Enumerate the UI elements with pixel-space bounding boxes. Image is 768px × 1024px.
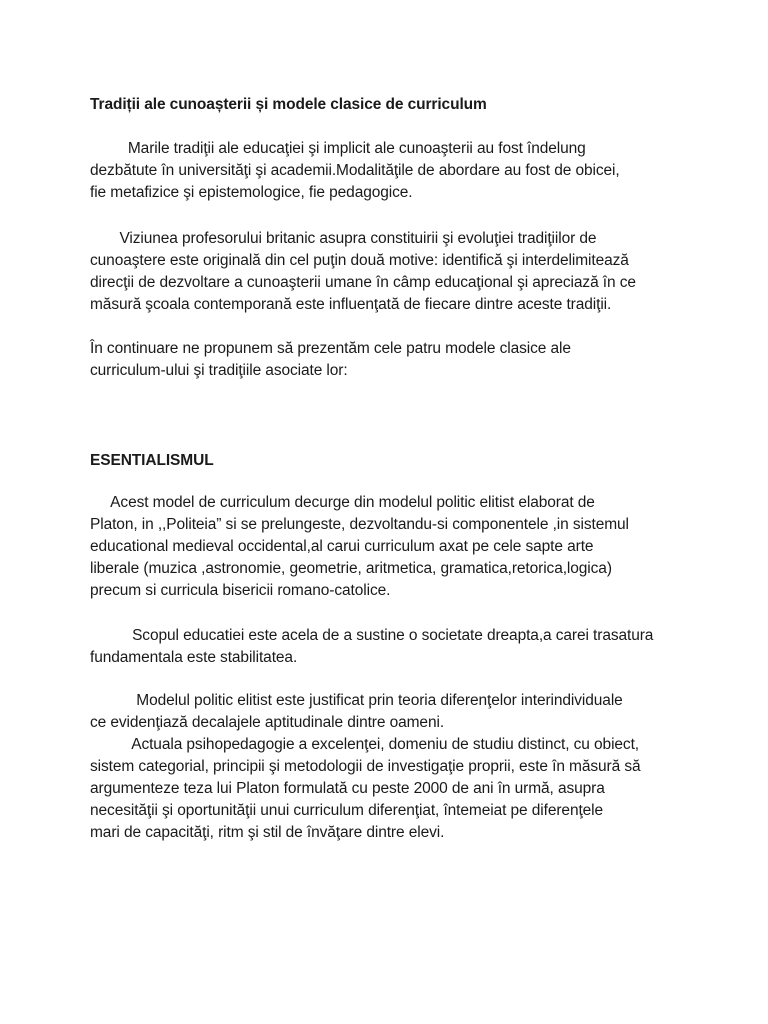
section-paragraph-3 [90, 690, 690, 844]
paragraph-line: fundamentala este stabilitatea. [90, 649, 298, 666]
section-heading-text: ESENTIALISMUL [90, 452, 214, 469]
paragraph-line: fie metafizice şi epistemologice, fie pedagogice. [90, 184, 413, 201]
intro-paragraph-2 [90, 228, 690, 316]
paragraph-line: cunoaştere este originală din cel puţin două motive: identifică şi interdelimitează [90, 252, 629, 269]
paragraph-line: direcţii de dezvoltare a cunoaşterii umane în câmp educaţional şi apreciază în ce [90, 274, 636, 291]
paragraph-line: curriculum-ului şi tradiţiile asociate lor: [90, 362, 348, 379]
paragraph-line: Scopul educatiei este acela de a sustine o societate dreapta,a carei trasatura [90, 627, 654, 644]
paragraph-line: Viziunea profesorului britanic asupra constituirii şi evoluţiei tradiţiilor de [90, 230, 597, 247]
paragraph-line: educational medieval occidental,al carui curriculum axat pe cele sapte arte [90, 538, 594, 555]
title-text: Tradiții ale cunoașterii și modele clasice de curriculum [90, 96, 487, 113]
paragraph-line: argumenteze teza lui Platon formulată cu peste 2000 de ani în urmă, asupra [90, 780, 605, 797]
section-paragraph-2 [90, 625, 690, 669]
paragraph-line: necesităţii şi oportunităţii unui curriculum diferenţiat, întemeiat pe diferenţele [90, 802, 604, 819]
paragraph-line: Acest model de curriculum decurge din modelul politic elitist elaborat de [90, 494, 595, 511]
document-title [90, 94, 690, 116]
paragraph-line: Actuala psihopedagogie a excelenţei, domeniu de studiu distinct, cu obiect, [90, 736, 639, 753]
paragraph-line: Modelul politic elitist este justificat prin teoria diferenţelor interindividuale [90, 692, 623, 709]
paragraph-line: În continuare ne propunem să prezentăm cele patru modele clasice ale [90, 340, 571, 357]
paragraph-line: ce evidenţiază decalajele aptitudinale dintre oameni. [90, 714, 445, 731]
paragraph-line: mari de capacităţi, ritm şi stil de învăţare dintre elevi. [90, 824, 445, 841]
intro-paragraph-3 [90, 338, 690, 382]
paragraph-line: liberale (muzica ,astronomie, geometrie, aritmetica, gramatica,retorica,logica) [90, 560, 612, 577]
paragraph-line: Marile tradiţii ale educaţiei şi implicit ale cunoaşterii au fost îndelung [90, 140, 586, 157]
section-paragraph-1 [90, 492, 690, 602]
paragraph-line: sistem categorial, principii şi metodologii de investigaţie proprii, este în măsură să [90, 758, 641, 775]
paragraph-line: precum si curricula bisericii romano-catolice. [90, 582, 391, 599]
section-heading [90, 450, 690, 472]
paragraph-line: Platon, in ,,Politeia” si se prelungeste, dezvoltandu-si componentele ,in sistemul [90, 516, 629, 533]
intro-paragraph-1 [90, 138, 690, 204]
paragraph-line: dezbătute în universităţi şi academii.Modalităţile de abordare au fost de obicei, [90, 162, 620, 179]
paragraph-line: măsură şcoala contemporană este influenţată de fiecare dintre aceste tradiţii. [90, 296, 612, 313]
